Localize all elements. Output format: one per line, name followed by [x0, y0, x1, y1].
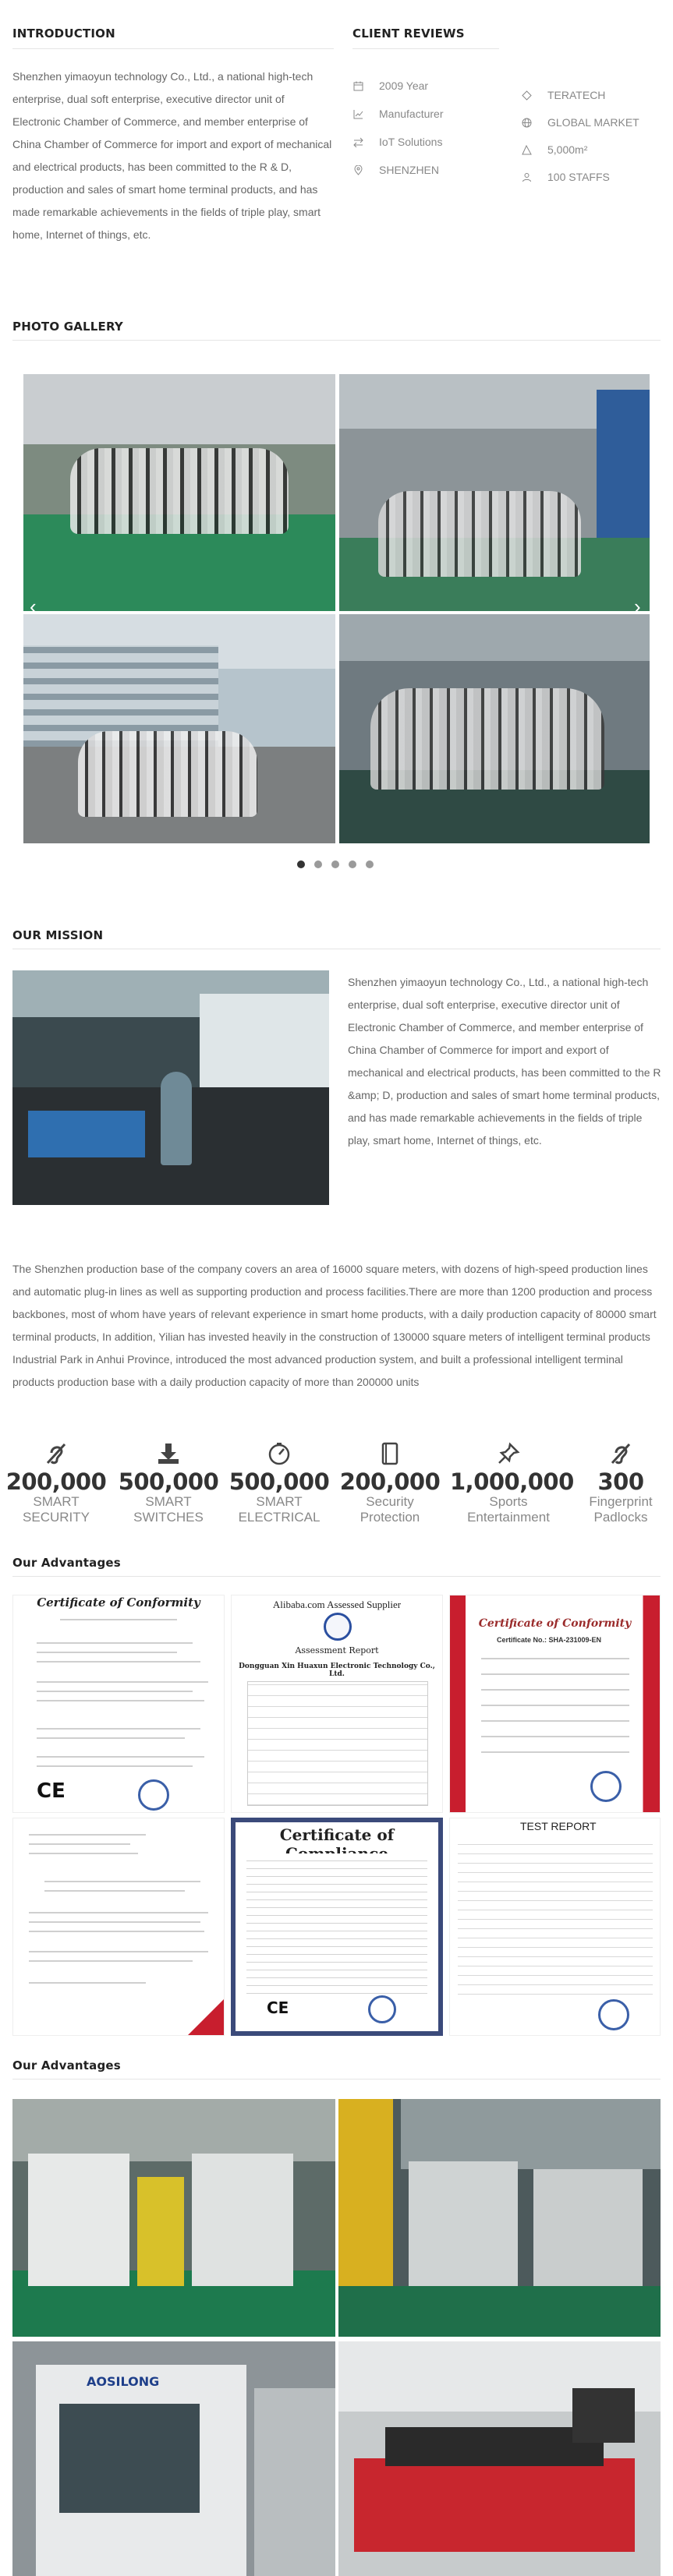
chart-icon [352, 108, 363, 119]
reviews-rule [352, 48, 499, 49]
certificate-card-2[interactable] [231, 1595, 443, 1813]
stat-label-1: Sports [489, 1494, 528, 1509]
factory-photo-laser-cutter [338, 2341, 661, 2576]
stat-smart-electrical [221, 1442, 338, 1525]
production-base-text: The Shenzhen production base of the company covers an area of 16000 square meters, with dozens of high-speed production lines and automatic plug-in lines as well as supporting production and process facilities.There are more than 1200 production and process backbones, most of whom have years of relevant experience in smart home products, with a daily production capacity of 80000 smart terminal products, In addition, Yilian has invested heavily in the construction of 130000 square meters of intelligent terminal products Industrial Park in Anhui Province, introduced the most advanced production system, and built a professional intelligent terminal products production base with a daily production capacity of more than 200000 units [12, 1263, 657, 1388]
certificate-card-3[interactable] [449, 1595, 661, 1813]
certificate-card-5[interactable] [231, 1818, 443, 2036]
stat-label-2: SECURITY [23, 1510, 90, 1525]
certificate-title: Alibaba.com Assessed Supplier [272, 1599, 402, 1610]
stat-label-2: SWITCHES [133, 1510, 204, 1525]
certificate-title: Certificate of [279, 1825, 395, 1844]
gallery-title: PHOTO GALLERY [12, 320, 123, 334]
reviews-title: CLIENT REVIEWS [352, 27, 465, 41]
intro-text: Shenzhen yimaoyun technology Co., Ltd., a national high-tech enterprise, dual soft enterprise, executive director unit of Electronic Chamber of Commerce, and member enterprise of China Chamber of Commerce for import and export of mechanical and electrical products, has been committed to the R & D, production and sales of smart home terminal products, and has made remarkable achievements in the fields of triple play, smart home, Internet of things, etc. [12, 70, 332, 241]
calendar-icon [352, 80, 363, 91]
review-solution [352, 136, 442, 148]
review-area [521, 143, 587, 156]
stat-label-1: Fingerprint [589, 1494, 653, 1509]
advantages-factory-title: Our Advantages [12, 2058, 121, 2072]
review-type-text: Manufacturer [379, 108, 444, 120]
factory-photo-cnc-1 [12, 2099, 335, 2337]
gallery-prev-arrow-icon[interactable]: ‹ [30, 595, 37, 618]
ear-icon [0, 1442, 115, 1469]
stat-label-1: Security [366, 1494, 414, 1509]
review-city-text: SHENZHEN [379, 164, 440, 176]
stat-label-1: SMART [33, 1494, 80, 1509]
certificate-title: TEST REPORT [520, 1820, 597, 1832]
stat-smart-switches [110, 1442, 227, 1525]
gallery-next-arrow-icon[interactable]: › [634, 595, 641, 618]
stat-number: 300 [597, 1468, 644, 1495]
gallery-photo-outdoor [23, 614, 335, 843]
review-brand [521, 89, 605, 101]
stat-label-2: Padlocks [593, 1510, 648, 1525]
ear-icon [566, 1442, 673, 1469]
seal-icon [368, 1995, 396, 2023]
intro-title: INTRODUCTION [12, 27, 115, 41]
certificate-card-4[interactable] [12, 1818, 225, 2036]
advantages-certs-rule [12, 1576, 661, 1577]
stat-fingerprint-padlocks [566, 1442, 673, 1525]
stat-security-protection [331, 1442, 448, 1525]
seal-icon [590, 1771, 622, 1802]
review-type [352, 108, 443, 120]
stat-number: 200,000 [339, 1468, 441, 1495]
area-icon [521, 144, 532, 155]
mission-photo-production-line [12, 970, 329, 1205]
factory-photo-cnc-2 [338, 2099, 661, 2337]
location-pin-icon [352, 164, 363, 175]
gallery-dot-4[interactable] [349, 860, 356, 868]
download-icon [110, 1442, 227, 1469]
badge-icon [521, 90, 532, 101]
mission-title: OUR MISSION [12, 928, 104, 942]
globe-icon [521, 117, 532, 128]
gallery-photo-team-1 [23, 374, 335, 611]
gallery-dot-2[interactable] [314, 860, 322, 868]
gallery-photo-team-2 [339, 374, 650, 611]
certificate-title: Certificate of Conformity [478, 1617, 632, 1630]
red-corner [186, 1998, 225, 2036]
ce-mark-icon: CE [267, 1998, 289, 2017]
factory-photo-cnc-machine [12, 2341, 335, 2576]
review-year-text: 2009 Year [379, 80, 429, 92]
advantages-certs-title: Our Advantages [12, 1556, 121, 1570]
ce-mark-icon: CE [37, 1779, 66, 1803]
certificate-title: Certificate of Conformity [37, 1595, 200, 1610]
review-year [352, 80, 428, 92]
gallery-carousel[interactable] [23, 374, 650, 843]
globe-seal-icon [324, 1613, 352, 1641]
stat-label-1: SMART [145, 1494, 192, 1509]
stat-sports-entertainment [450, 1442, 574, 1525]
certificate-card-1[interactable] [12, 1595, 225, 1813]
review-solution-text: IoT Solutions [379, 136, 443, 148]
machine-brand-label: AOSILONG [87, 2374, 160, 2389]
stat-smart-security [0, 1442, 115, 1525]
review-brand-text: TERATECH [547, 89, 606, 101]
gallery-photo-team-3 [339, 614, 650, 843]
gallery-dot-1[interactable] [297, 860, 305, 868]
stat-label-1: SMART [256, 1494, 303, 1509]
exchange-icon [352, 136, 363, 147]
gallery-dot-5[interactable] [366, 860, 374, 868]
certificate-company: Dongguan Xin Huaxun Electronic Technology Co., Ltd. [239, 1663, 435, 1678]
staff-icon [521, 171, 532, 182]
book-icon [331, 1442, 448, 1469]
review-market-text: GLOBAL MARKET [547, 116, 639, 129]
review-market [521, 116, 639, 129]
pin-icon [450, 1442, 567, 1469]
certificate-card-6[interactable] [449, 1818, 661, 2036]
review-staff-text: 100 STAFFS [547, 171, 610, 183]
advantages-factory-rule [12, 2079, 661, 2080]
seal-icon [598, 1999, 629, 2030]
stat-number: 200,000 [5, 1468, 107, 1495]
gauge-icon [221, 1442, 338, 1469]
intro-rule [12, 48, 334, 49]
mission-text: Shenzhen yimaoyun technology Co., Ltd., a national high-tech enterprise, dual soft enterprise, executive director unit of Electronic Chamber of Commerce, and member enterprise of China Chamber of Commerce for import and export of mechanical and electrical products, has been committed to the R &amp; D, production and sales of smart home terminal products, and has made remarkable achievements in the fields of triple play, smart home, Internet of things, etc. [348, 976, 661, 1147]
review-staff [521, 171, 610, 183]
stat-label-2: Protection [360, 1510, 420, 1525]
stat-number: 500,000 [118, 1468, 219, 1495]
certificate-number: Certificate No.: SHA-231009-EN [497, 1636, 602, 1644]
gallery-rule [12, 340, 661, 341]
seal-icon [138, 1779, 169, 1811]
review-area-text: 5,000m² [547, 143, 588, 156]
stat-number: 1,000,000 [450, 1468, 574, 1495]
certificate-subtitle: Assessment Report [295, 1645, 379, 1655]
stat-label-2: ELECTRICAL [238, 1510, 321, 1525]
review-city [352, 164, 439, 176]
stat-label-2: Entertainment [467, 1510, 550, 1525]
stat-number: 500,000 [228, 1468, 330, 1495]
gallery-dot-3[interactable] [331, 860, 339, 868]
